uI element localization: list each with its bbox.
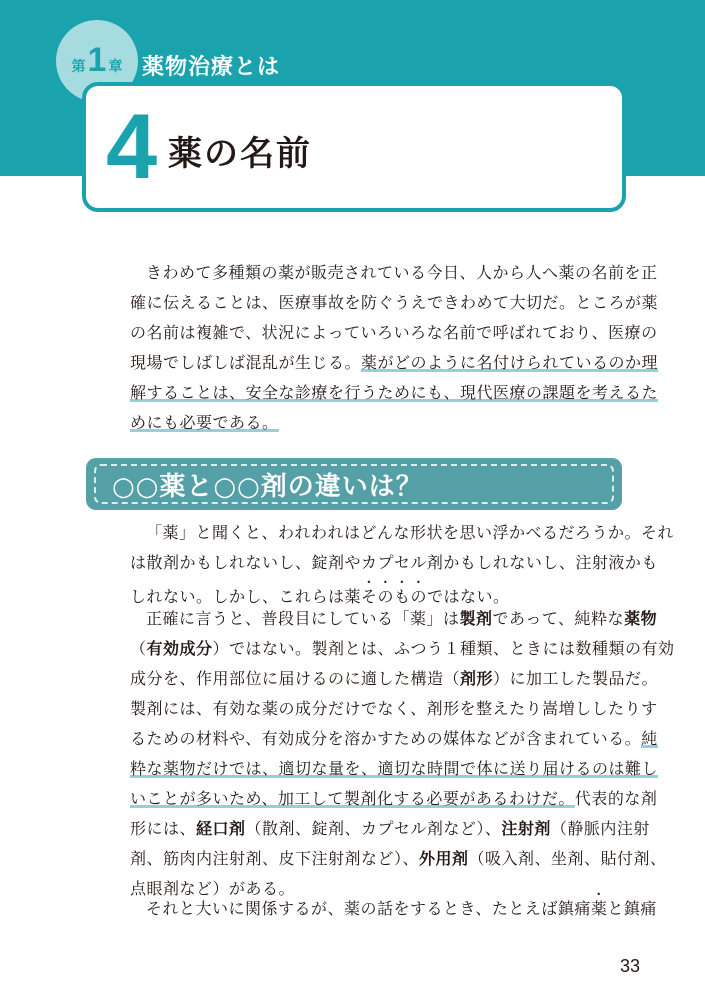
- bold-term: 有効成分: [146, 639, 213, 658]
- body-paragraph-2: [130, 604, 675, 904]
- text-run: 代表的な剤: [574, 789, 658, 808]
- section-number: 4: [106, 96, 158, 198]
- text-line: [130, 604, 658, 634]
- text-line: の名前は複雑で、状況によっていろいろな名前で呼ばれており、医療の: [130, 323, 658, 342]
- chapter-title: 薬物治療とは: [142, 55, 281, 80]
- text-line: [130, 784, 658, 814]
- text-line: 確に伝えることは、医療事故を防ぐうえできわめて大切だ。ところが薬: [130, 293, 659, 312]
- text-run: 現場でしばしば混乱が生じる。: [130, 353, 362, 372]
- body-paragraph-1: [130, 518, 675, 612]
- highlighted-text: 解することは、安全な診療を行うためにも、現代医療の課題を考えるた: [130, 383, 659, 402]
- highlighted-text: めにも必要である。: [130, 413, 279, 432]
- text-line: [130, 724, 658, 754]
- text-run: ）ではない。製剤とは、ふつう１種類、ときには数種類の有効: [212, 639, 675, 658]
- bold-term: 薬物: [624, 609, 658, 628]
- text-line: [130, 634, 675, 664]
- text-run: 正確に言うと、普段目にしている「薬」は: [146, 609, 460, 628]
- text-run: ではない。: [427, 587, 510, 606]
- body-paragraph-3: [130, 890, 657, 924]
- bold-term: 注射剤: [501, 819, 551, 838]
- bold-term: 製剤: [459, 609, 493, 628]
- text-line: [130, 890, 657, 924]
- text-line: 「薬」と聞くと、われわれはどんな形状を思い浮かべるだろうか。それ: [146, 523, 675, 542]
- highlighted-text: いことが多いため、加工して製剤化する必要があるわけだ。: [130, 789, 575, 808]
- text-run: ）に加工した製品だ。: [493, 669, 659, 688]
- bold-term: 経口剤: [196, 819, 246, 838]
- text-line: 製剤には、有効な薬の成分だけでなく、剤形を整えたり嵩増ししたりす: [130, 699, 658, 718]
- text-run: 成分を、作用部位に届けるのに適した構造（: [130, 669, 461, 688]
- highlighted-text: 薬がどのように名付けられているのか理: [361, 353, 659, 372]
- chapter-suffix: 章: [108, 59, 123, 75]
- bold-term: 剤形: [460, 669, 494, 688]
- text-line: [130, 378, 659, 408]
- page-number: 33: [620, 956, 641, 976]
- bold-term: 外用剤: [419, 849, 469, 868]
- chapter-prefix: 第: [71, 59, 86, 75]
- text-run: それと大いに関係するが、薬の話をするとき、たとえば鎮痛: [146, 899, 591, 918]
- text-line: [130, 348, 659, 378]
- text-line: 点眼剤など）がある。: [130, 879, 296, 898]
- section-title: 薬の名前: [168, 134, 312, 174]
- subheading-text: ○○薬と○○剤の違いは？: [112, 472, 423, 502]
- text-line: きわめて多種類の薬が販売されている今日、人から人へ薬の名前を正: [146, 263, 658, 282]
- text-line: [130, 814, 650, 844]
- section-title-box: [82, 82, 626, 212]
- text-line: [130, 754, 659, 784]
- text-run: 剤、筋肉内注射剤、皮下注射剤など）、: [130, 849, 420, 868]
- text-line: [130, 408, 630, 438]
- text-line: [130, 844, 667, 874]
- subheading-bar: [86, 458, 622, 510]
- text-line: [130, 664, 659, 694]
- emphasis-dots-text: 薬: [590, 899, 608, 918]
- text-run: であって、純粋な: [492, 609, 625, 628]
- intro-paragraph: [130, 258, 659, 438]
- chapter-number: 1: [87, 41, 107, 79]
- text-run: しれない。しかし、これらは薬: [130, 587, 362, 606]
- text-run: （静脈内注射: [550, 819, 650, 838]
- text-run: と鎮痛: [607, 899, 657, 918]
- chapter-badge: [60, 40, 134, 80]
- text-run: るための材料や、有効成分を溶かすための媒体などが含まれている。: [130, 729, 642, 748]
- text-run: （: [130, 639, 147, 658]
- emphasis-dots-text: そのもの: [361, 587, 428, 606]
- text-line: は散剤かもしれないし、錠剤やカプセル剤かもしれないし、注射液かも: [130, 553, 658, 572]
- text-run: （散剤、錠剤、カプセル剤など）、: [245, 819, 502, 838]
- highlighted-text: 純: [641, 729, 658, 748]
- highlighted-text: 粋な薬物だけでは、適切な量を、適切な時間で体に送り届けるのは難し: [130, 759, 659, 778]
- text-run: （吸入剤、坐剤、貼付剤、: [468, 849, 667, 868]
- text-run: 形には、: [130, 819, 197, 838]
